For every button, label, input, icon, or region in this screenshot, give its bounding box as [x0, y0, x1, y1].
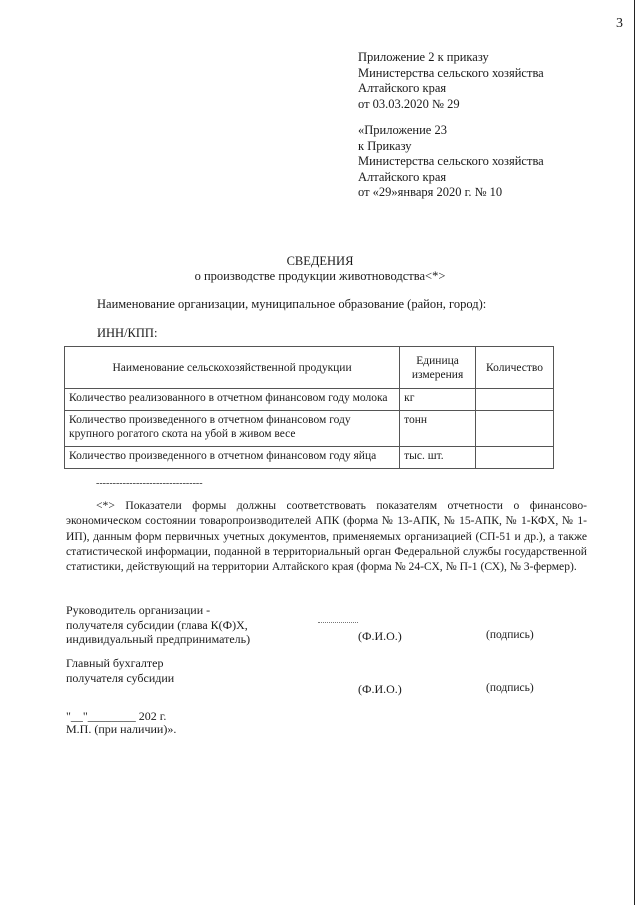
row-unit: тыс. шт.: [400, 447, 476, 469]
head-signature: (подпись): [486, 629, 534, 641]
row-quantity: [476, 411, 554, 447]
title-main: СВЕДЕНИЯ: [286, 254, 354, 268]
date-line: "__"________ 202 г.: [66, 709, 167, 723]
head-line: получателя субсидии (глава К(Ф)Х,: [66, 617, 248, 632]
accountant-line: Главный бухгалтер: [66, 656, 164, 670]
appendix-top-line: от 03.03.2020 № 29: [358, 96, 460, 111]
footnote-text: <*> Показатели формы должны соответствовать показателям отчетности о финансово-экономическом состоянии товаропроизводителей АПК (форма № 13-АПК, № 15-АПК, № 1-КФХ, № 1-ИП), данным форм первичных учетных документов, применяемых организацией (СП-51 и др.), а также статистической информации, поданной в территориальный орган Федеральной службы государственной статистики, действующий на территории Алтайского края (форма № 24-СХ, № П-1 (СХ), № 3-фермер).: [66, 499, 587, 574]
row-quantity: [476, 447, 554, 469]
head-line: индивидуальный предприниматель): [66, 632, 251, 646]
stamp-line: М.П. (при наличии)».: [66, 722, 177, 736]
header-quantity: Количество: [476, 347, 554, 389]
production-table: [64, 346, 554, 469]
page-number: 3: [616, 16, 623, 31]
appendix-quote-line: Министерства сельского хозяйства: [358, 154, 544, 168]
page-edge: [634, 0, 635, 905]
appendix-quote-line: «Приложение 23: [358, 123, 447, 137]
appendix-top-line: Алтайского края: [358, 81, 447, 95]
inn-label: ИНН/КПП:: [97, 326, 158, 340]
table-row: [65, 447, 554, 469]
appendix-quote-line: от «29»января 2020 г. № 10: [358, 185, 503, 199]
row-name: Количество произведенного в отчетном финансовом году яйца: [65, 447, 400, 469]
header-unit: Единица измерения: [400, 347, 476, 389]
accountant-line: получателя субсидии: [66, 670, 175, 685]
org-label: Наименование организации, муниципальное образование (район, город):: [97, 297, 487, 311]
row-name: Количество произведенного в отчетном финансовом году крупного рогатого скота на убой в живом весе: [65, 411, 400, 447]
appendix-quote-line: Алтайского края: [358, 169, 447, 184]
row-unit: кг: [400, 389, 476, 411]
table-row: [65, 389, 554, 411]
appendix-top: [358, 50, 544, 112]
appendix-quote-line: к Приказу: [358, 138, 412, 153]
head-fio-line: [318, 622, 358, 623]
table-header-row: [65, 347, 554, 389]
accountant-signature-label: [66, 656, 174, 685]
accountant-fio: (Ф.И.О.): [358, 682, 402, 696]
separator: --------------------------------: [96, 478, 203, 489]
appendix-top-line: Приложение 2 к приказу: [358, 50, 489, 64]
footnote: [66, 498, 587, 574]
accountant-signature: (подпись): [486, 682, 534, 694]
appendix-quote: [358, 123, 544, 201]
head-line: Руководитель организации -: [66, 603, 211, 617]
header-product: Наименование сельскохозяйственной продукции: [65, 347, 400, 389]
document-title: [0, 254, 640, 284]
head-signature-label: [66, 603, 250, 647]
row-name: Количество реализованного в отчетном финансовом году молока: [65, 389, 400, 411]
row-quantity: [476, 389, 554, 411]
title-sub: о производстве продукции животноводства<*>: [194, 269, 446, 283]
appendix-top-line: Министерства сельского хозяйства: [358, 65, 544, 80]
head-fio: (Ф.И.О.): [358, 629, 402, 643]
table-row: [65, 411, 554, 447]
row-unit: тонн: [400, 411, 476, 447]
